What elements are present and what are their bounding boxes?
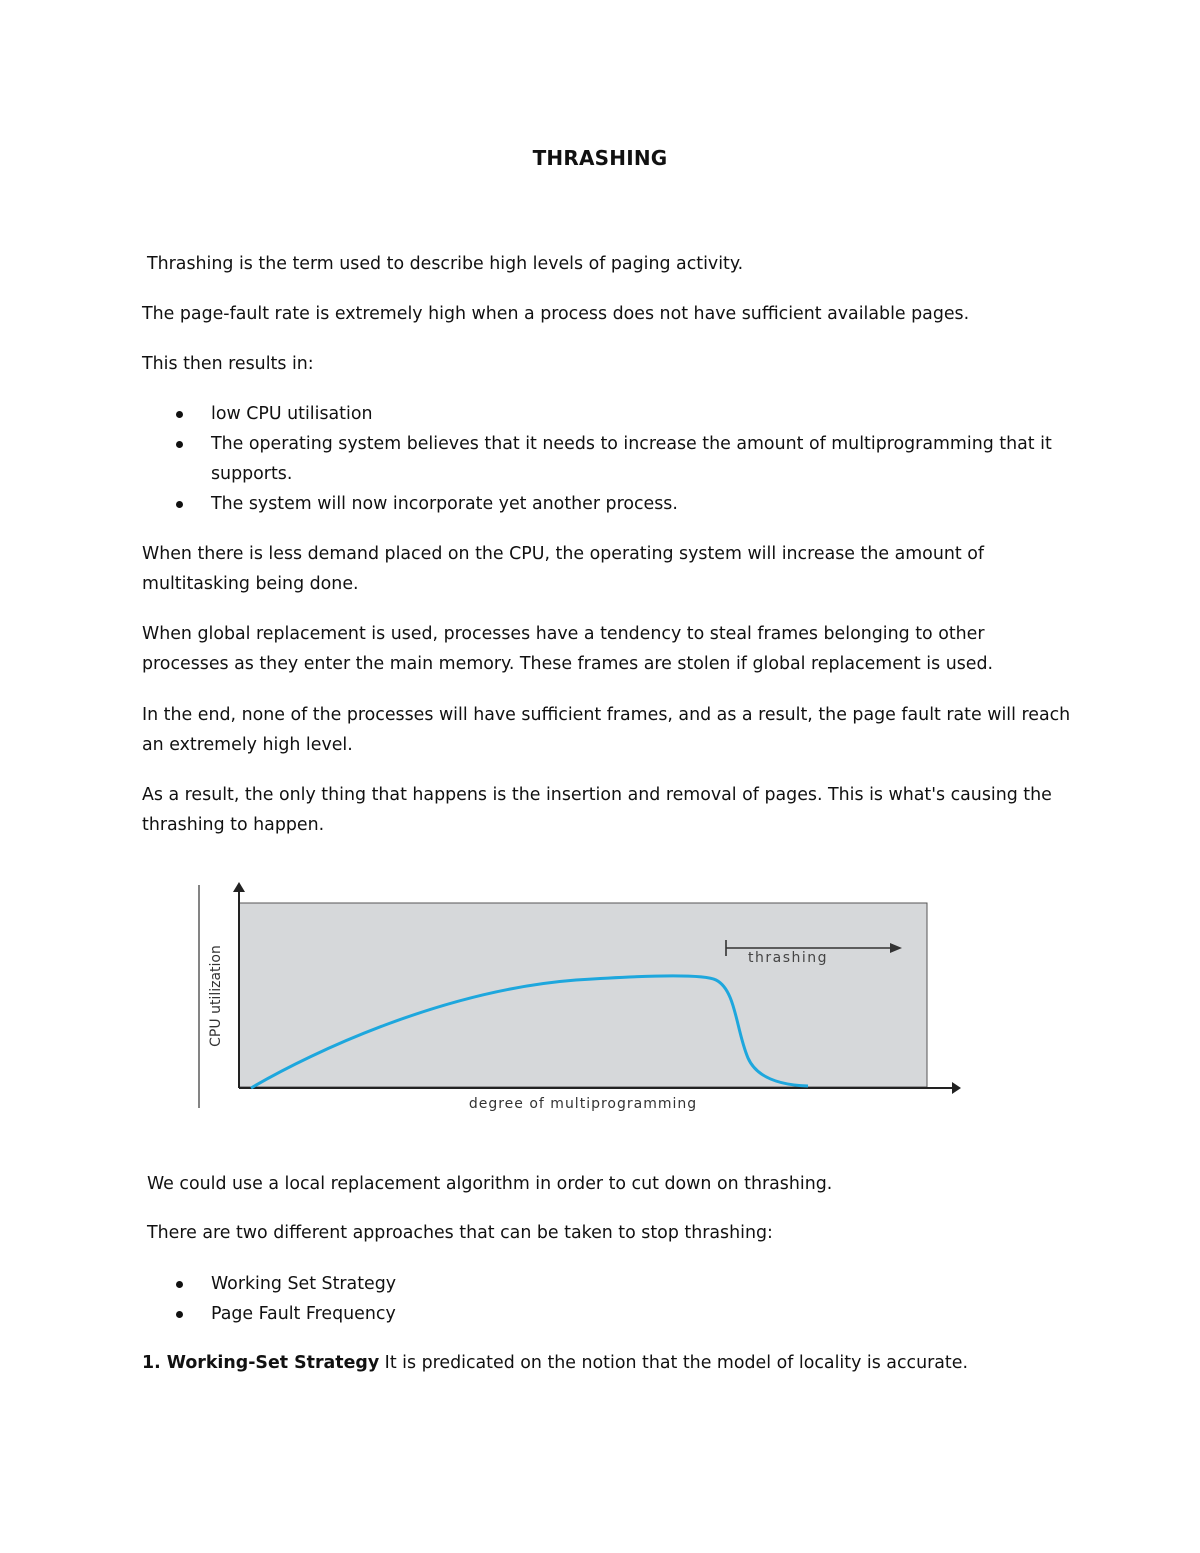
bullet-icon [176,501,183,508]
working-set-heading: 1. Working-Set Strategy [142,1353,380,1373]
y-axis-label: CPU utilization [208,945,224,1047]
list-item-text: Page Fault Frequency [211,1304,396,1324]
list-item-text: Working Set Strategy [211,1274,397,1294]
thrashing-figure [196,880,966,1112]
bullet-icon [176,411,183,418]
x-axis-label: degree of multiprogramming [468,1096,698,1112]
results-list [142,399,1072,519]
approaches-list [142,1269,1072,1329]
working-set-text: It is predicated on the notion that the model of locality is accurate. [379,1353,968,1373]
page-fault-paragraph: The page-fault rate is extremely high when a process does not have sufficient available pages. [142,304,970,324]
page-title: THRASHING [532,146,668,170]
list-item-text: The system will now incorporate yet another process. [211,494,678,514]
thrashing-diagram [196,880,966,1112]
approaches-lead: There are two different approaches that can be taken to stop thrashing: [147,1223,773,1243]
list-item [142,489,1072,519]
end-result-paragraph: In the end, none of the processes will have sufficient frames, and as a result, the page fault rate will reach an extremely high level. [142,705,1071,755]
bullet-icon [176,1311,183,1318]
global-replacement-paragraph: When global replacement is used, processes have a tendency to steal frames belonging to other processes as they enter the main memory. These frames are stolen if global replacement is used. [142,624,994,674]
list-item [142,1269,1072,1299]
list-item [142,1299,1072,1329]
less-demand-paragraph: When there is less demand placed on the CPU, the operating system will increase the amount of multitasking being done. [142,544,984,594]
working-set-paragraph [142,1348,1072,1378]
local-replacement-paragraph: We could use a local replacement algorithm in order to cut down on thrashing. [147,1174,833,1194]
list-item [142,399,1072,429]
thrashing-annotation: thrashing [748,950,829,966]
insertion-removal-paragraph: As a result, the only thing that happens is the insertion and removal of pages. This is what's causing the thrashing to happen. [142,785,1052,835]
plot-area [239,903,927,1087]
bullet-icon [176,1281,183,1288]
x-axis-arrow-icon [952,1082,961,1094]
intro-paragraph: Thrashing is the term used to describe high levels of paging activity. [147,254,744,274]
list-item-text: The operating system believes that it needs to increase the amount of multiprogramming that it supports. [211,434,1052,484]
results-lead: This then results in: [142,354,314,374]
y-axis-arrow-icon [233,882,245,892]
list-item [142,429,1072,489]
list-item-text: low CPU utilisation [211,404,373,424]
bullet-icon [176,441,183,448]
